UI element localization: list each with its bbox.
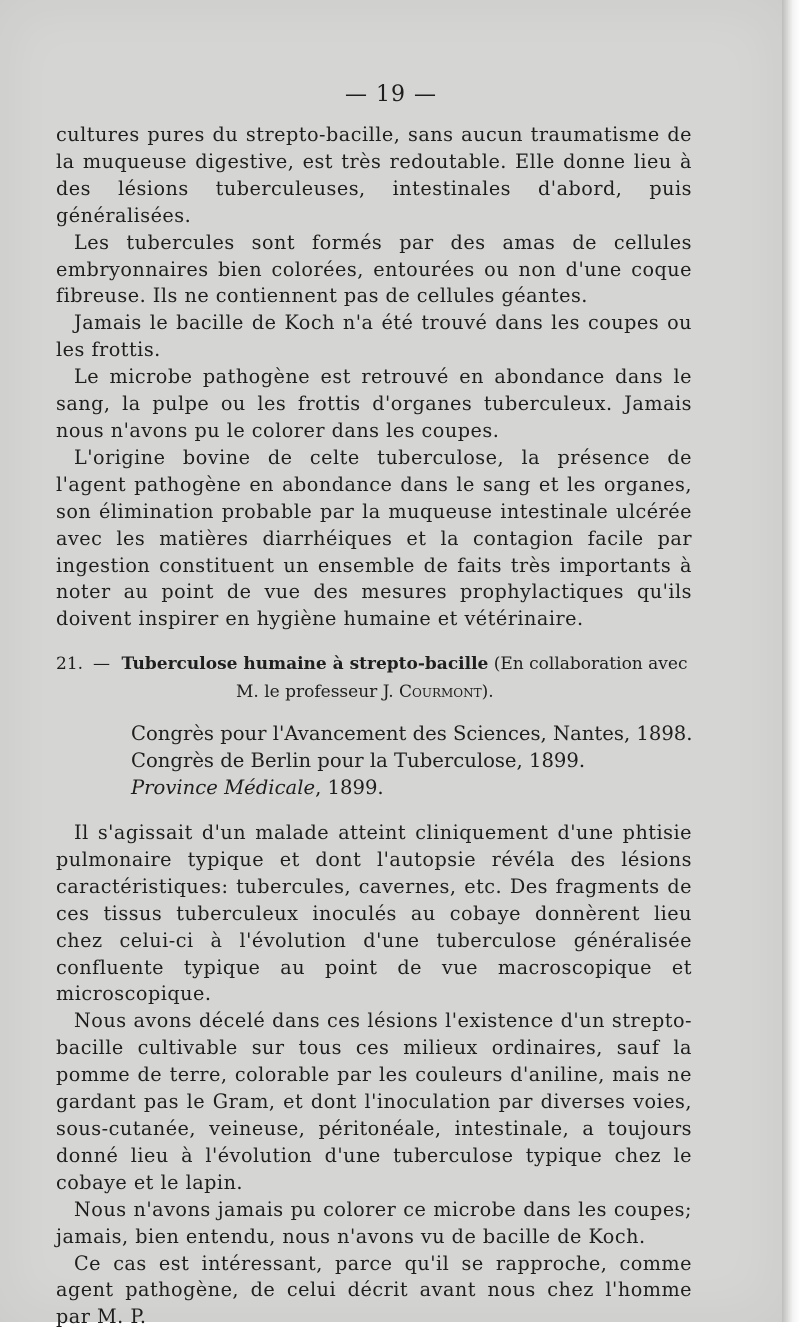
paragraph-staining: Nous n'avons jamais pu colorer ce microbe dans les coupes; jamais, bien entendu, nous n'avons vu de bacille de Koch. [56, 1197, 692, 1251]
entry-collab-suffix: ). [482, 682, 494, 702]
paragraph-origin: L'origine bovine de celte tuberculose, la présence de l'agent pathogène en abondance dans le sang et les organes, son élimination probable par la muqueuse intestinale ulcérée avec les matières diarrhéiques et la contagion facile par ingestion constituent un ensemble de faits très importants à noter au point de vue des mesures prophylactiques qu'ils doivent inspirer en hygiène humaine et vétérinaire. [56, 445, 692, 633]
entry-collab-name: Courmont [399, 682, 482, 702]
paragraph-case: Il s'agissait d'un malade atteint cliniquement d'une phtisie pulmonaire typique et dont l'autopsie révéla des lésions caractéristiques: tubercules, cavernes, etc. Des fragments de ces tissus tuberculeux inoculés au cobaye donnèrent lieu chez celui-ci à l'évolution d'une tuberculose généralisée confluente typique au point de vue macroscopique et microscopique. [56, 820, 692, 1008]
paragraph-continuation: cultures pures du strepto-bacille, sans aucun traumatisme de la muqueuse digestive, est très redoutable. Elle donne lieu à des lésions tuberculeuses, intestinales d'abord, puis généralisées. [56, 122, 692, 230]
entry-heading [56, 650, 716, 706]
entry-number: 21. [56, 650, 83, 678]
entry-collab-note: (En collaboration avec [494, 654, 688, 674]
reference-item: Congrès pour l'Avancement des Sciences, Nantes, 1898. [131, 720, 691, 747]
paragraph-microbe: Le microbe pathogène est retrouvé en abondance dans le sang, la pulpe ou les frottis d'organes tuberculeux. Jamais nous n'avons pu le colorer dans les coupes. [56, 364, 692, 445]
entry-collab-prefix: M. le professeur J. [236, 682, 394, 702]
reference-journal: Province Médicale [131, 776, 315, 799]
entry-dash: — [93, 654, 110, 674]
entry-title: Tuberculose humaine à strepto-bacille [121, 654, 488, 674]
paragraph-koch: Jamais le bacille de Koch n'a été trouvé dans les coupes ou les frottis. [56, 310, 692, 364]
reference-item: Congrès de Berlin pour la Tuberculose, 1899. [131, 747, 691, 774]
paragraph-strepto: Nous avons décelé dans ces lésions l'existence d'un strepto-bacille cultivable sur tous ces milieux ordinaires, sauf la pomme de terre, colorable par les couleurs d'aniline, mais ne gardant pas le Gram, et dont l'inoculation par diverses voies, sous-cutanée, veineuse, péritonéale, intestinale, a toujours donné lieu à l'évolution d'une tuberculose typique chez le cobaye et le lapin. [56, 1008, 692, 1196]
bottom-text-block [56, 820, 692, 1331]
page-edge [782, 0, 800, 1322]
page-number: — 19 — [0, 82, 782, 107]
reference-list [131, 720, 691, 801]
entry-collab-line [56, 678, 716, 706]
paragraph-tubercles: Les tubercules sont formés par des amas de cellules embryonnaires bien colorées, entourées ou non d'une coque fibreuse. Ils ne contiennent pas de cellules géantes. [56, 230, 692, 311]
reference-item [131, 774, 691, 801]
paragraph-interest: Ce cas est intéressant, parce qu'il se rapproche, comme agent pathogène, de celui décrit avant nous chez l'homme par M. P. [56, 1251, 692, 1331]
reference-year: , 1899. [315, 776, 384, 799]
top-text-block [56, 122, 692, 633]
